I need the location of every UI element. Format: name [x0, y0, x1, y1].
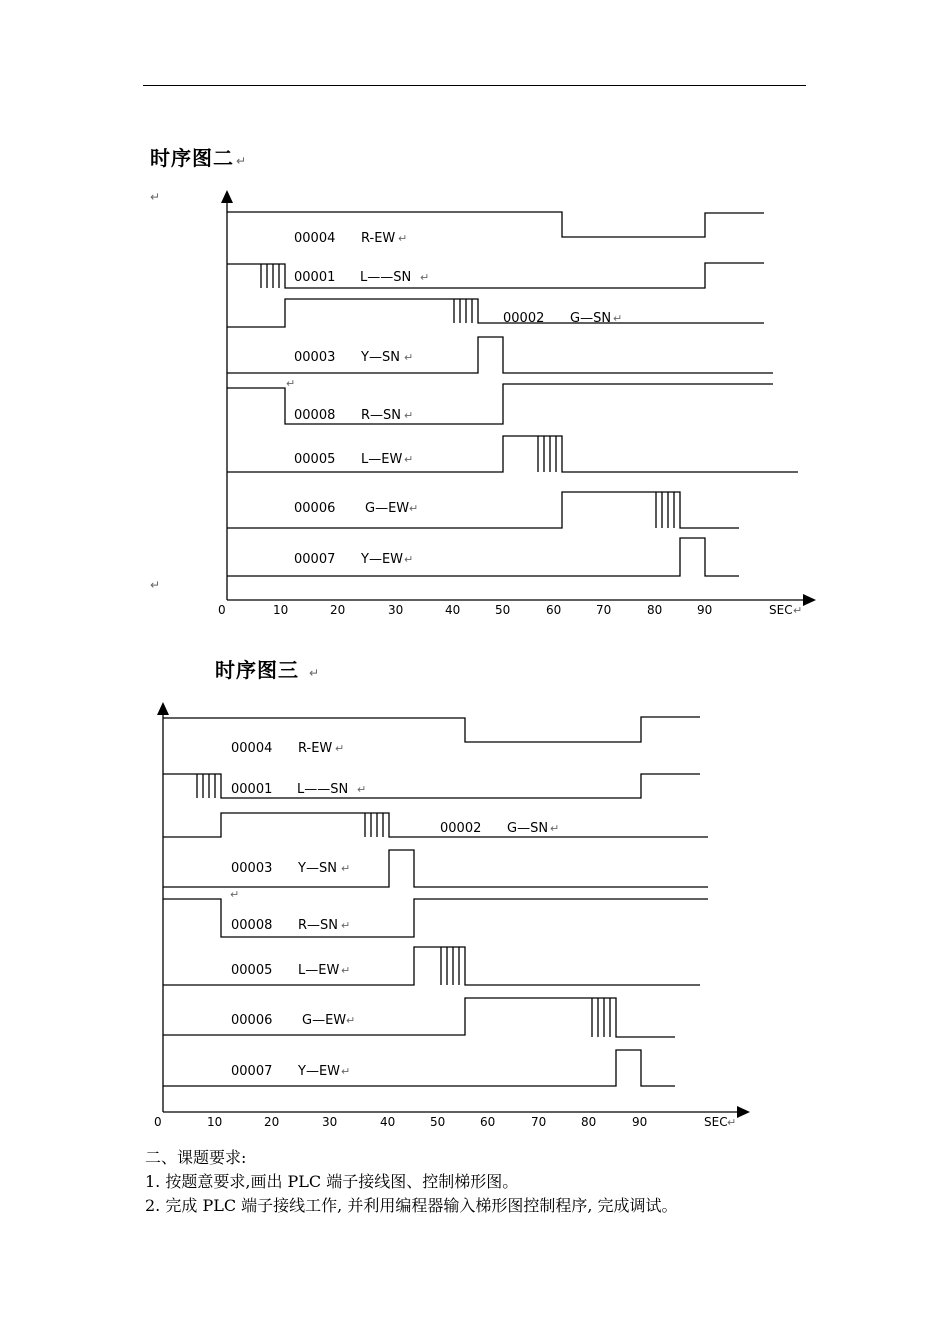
- row-name: G—SN: [507, 821, 549, 836]
- x-tick-label: 30: [388, 603, 404, 617]
- x-tick-labels: [218, 603, 802, 617]
- svg-text:↵: ↵: [404, 553, 414, 566]
- flash-marks-00006: [656, 492, 674, 528]
- row-name: Y—SN: [361, 350, 400, 365]
- row-addr: 00004: [231, 741, 273, 756]
- row-addr: 00008: [231, 918, 273, 933]
- paragraph-mark: ↵: [150, 190, 161, 204]
- row-name: G—EW: [365, 501, 410, 516]
- svg-text:↵: ↵: [341, 862, 351, 875]
- x-axis-arrow: [803, 594, 816, 606]
- svg-text:↵: ↵: [286, 377, 296, 390]
- x-tick-label: 60: [546, 603, 562, 617]
- svg-text:↵: ↵: [404, 351, 414, 364]
- row-addr: 00006: [294, 501, 336, 516]
- flash-marks-00006: [592, 998, 610, 1037]
- x-tick-label: 0: [154, 1115, 162, 1129]
- x-axis-unit: SEC: [769, 603, 793, 617]
- row-addr: 00006: [231, 1013, 273, 1028]
- row-name: G—EW: [302, 1013, 347, 1028]
- svg-text:↵: ↵: [335, 742, 345, 755]
- svg-text:↵: ↵: [409, 502, 419, 515]
- requirements-heading: 二、课题要求:: [145, 1148, 247, 1167]
- svg-text:↵: ↵: [341, 919, 351, 932]
- x-tick-label: 20: [330, 603, 346, 617]
- row-addr: 00007: [231, 1064, 273, 1079]
- x-tick-label: 90: [697, 603, 713, 617]
- x-tick-label: 50: [430, 1115, 446, 1129]
- row-name: L—EW: [298, 963, 340, 978]
- row-labels: [286, 231, 622, 567]
- flash-marks-00001: [261, 264, 279, 288]
- x-axis-unit: SEC: [704, 1115, 728, 1129]
- flash-marks-00001: [197, 774, 215, 798]
- row-name: R-EW: [361, 231, 396, 246]
- row-name: L—EW: [361, 452, 403, 467]
- paragraph-mark: ↵: [150, 578, 161, 592]
- waveform-00004: [163, 717, 700, 742]
- x-tick-label: 80: [647, 603, 663, 617]
- diagram2-title: 时序图二 ↵: [150, 146, 248, 170]
- svg-text:↵: ↵: [346, 1014, 356, 1027]
- svg-text:↵: ↵: [793, 604, 803, 617]
- flash-marks-00002: [365, 813, 383, 837]
- x-tick-label: 90: [632, 1115, 648, 1129]
- svg-text:↵: ↵: [341, 1065, 351, 1078]
- svg-text:↵: ↵: [550, 822, 560, 835]
- flash-marks-00002: [454, 299, 472, 323]
- x-tick-label: 30: [322, 1115, 338, 1129]
- requirement-item-1: 1. 按题意要求,画出 PLC 端子接线图、控制梯形图。: [145, 1172, 519, 1191]
- diagram3-title: 时序图三 ↵: [215, 658, 321, 682]
- x-tick-label: 40: [380, 1115, 396, 1129]
- row-name: G—SN: [570, 311, 612, 326]
- x-tick-label: 60: [480, 1115, 496, 1129]
- svg-text:↵: ↵: [420, 271, 430, 284]
- row-name: R-EW: [298, 741, 333, 756]
- row-name: Y—SN: [298, 861, 337, 876]
- x-tick-label: 10: [207, 1115, 223, 1129]
- flash-marks-00005: [538, 436, 556, 472]
- row-addr: 00002: [503, 311, 545, 326]
- x-tick-label: 50: [495, 603, 511, 617]
- row-addr: 00008: [294, 408, 336, 423]
- row-name: L——SN: [360, 270, 412, 285]
- y-axis-arrow: [157, 702, 169, 715]
- x-tick-label: 10: [273, 603, 289, 617]
- requirement-item-2: 2. 完成 PLC 端子接线工作, 并利用编程器输入梯形图控制程序, 完成调试。: [145, 1196, 678, 1215]
- row-labels: [230, 741, 559, 1079]
- row-addr: 00005: [294, 452, 336, 467]
- row-name: Y—EW: [298, 1064, 341, 1079]
- row-name: R—SN: [298, 918, 339, 933]
- waveform-00002: [227, 299, 764, 327]
- x-axis-arrow: [737, 1106, 750, 1118]
- svg-text:↵: ↵: [404, 453, 414, 466]
- x-tick-label: 70: [531, 1115, 547, 1129]
- row-addr: 00007: [294, 552, 336, 567]
- svg-text:↵: ↵: [341, 964, 351, 977]
- row-addr: 00005: [231, 963, 273, 978]
- row-addr: 00002: [440, 821, 482, 836]
- row-name: Y—EW: [361, 552, 404, 567]
- flash-marks-00005: [441, 947, 459, 985]
- timing-diagram-3: [0, 690, 950, 1140]
- x-tick-label: 0: [218, 603, 226, 617]
- row-name: R—SN: [361, 408, 402, 423]
- timing-diagram-2: [0, 0, 950, 640]
- x-tick-labels: [154, 1115, 736, 1129]
- svg-text:↵: ↵: [398, 232, 408, 245]
- x-tick-label: 20: [264, 1115, 280, 1129]
- row-addr: 00004: [294, 231, 336, 246]
- svg-text:↵: ↵: [727, 1116, 737, 1129]
- svg-text:↵: ↵: [357, 783, 367, 796]
- x-tick-label: 70: [596, 603, 612, 617]
- svg-text:↵: ↵: [613, 312, 623, 325]
- svg-text:↵: ↵: [404, 409, 414, 422]
- x-tick-label: 40: [445, 603, 461, 617]
- row-addr: 00003: [231, 861, 273, 876]
- row-addr: 00001: [231, 782, 273, 797]
- y-axis-arrow: [221, 190, 233, 203]
- svg-text:↵: ↵: [230, 888, 240, 901]
- row-addr: 00003: [294, 350, 336, 365]
- row-name: L——SN: [297, 782, 349, 797]
- waveform-00002: [163, 813, 708, 837]
- x-tick-label: 80: [581, 1115, 597, 1129]
- row-addr: 00001: [294, 270, 336, 285]
